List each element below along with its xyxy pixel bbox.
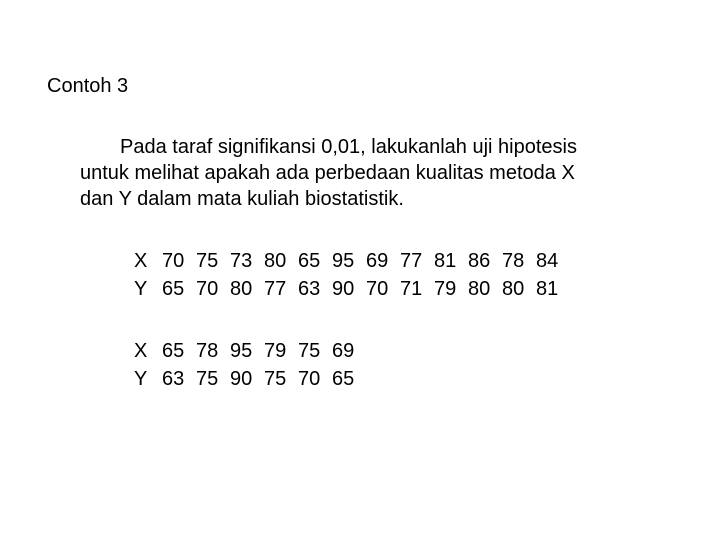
table2-x-value: 78 (196, 340, 219, 362)
table1-x-value: 77 (400, 250, 423, 272)
table1-x-label: X (134, 250, 148, 272)
table1-x-value: 73 (230, 250, 253, 272)
table1-y-value: 65 (162, 278, 185, 300)
table1-y-value: 70 (366, 278, 389, 300)
table1-y-value: 71 (400, 278, 423, 300)
table1-y-value: 77 (264, 278, 287, 300)
table2-x-value: 95 (230, 340, 253, 362)
table1-x-value: 75 (196, 250, 219, 272)
table1-x-value: 95 (332, 250, 355, 272)
table1-x-value: 65 (298, 250, 321, 272)
table1-x-row (134, 247, 570, 275)
table2-y-value: 65 (332, 368, 355, 390)
problem-line-1: Pada taraf signifikansi 0,01, lakukanlah uji hipotesis (120, 136, 577, 158)
problem-line-2: untuk melihat apakah ada perbedaan kualitas metoda X (80, 162, 575, 184)
slide-heading: Contoh 3 (47, 75, 129, 97)
table2-y-value: 90 (230, 368, 253, 390)
problem-statement (80, 134, 690, 212)
table1-x-value: 70 (162, 250, 185, 272)
table1-y-value: 79 (434, 278, 457, 300)
table2-y-value: 75 (196, 368, 219, 390)
table1-x-value: 81 (434, 250, 457, 272)
table2-x-value: 79 (264, 340, 287, 362)
table1-y-row (134, 275, 570, 303)
table1-y-value: 80 (502, 278, 525, 300)
table1-x-value: 80 (264, 250, 287, 272)
table2-x-value: 75 (298, 340, 321, 362)
data-table-2 (134, 337, 366, 393)
table1-y-value: 80 (230, 278, 253, 300)
data-table-1 (134, 247, 570, 303)
table1-y-value: 70 (196, 278, 219, 300)
problem-line-3: dan Y dalam mata kuliah biostatistik. (80, 188, 404, 210)
table2-x-value: 65 (162, 340, 185, 362)
table2-y-label: Y (134, 368, 148, 390)
table1-x-value: 86 (468, 250, 491, 272)
table1-y-value: 80 (468, 278, 491, 300)
table2-x-label: X (134, 340, 148, 362)
table1-y-value: 90 (332, 278, 355, 300)
table2-y-value: 63 (162, 368, 185, 390)
table2-y-row (134, 365, 366, 393)
table2-x-value: 69 (332, 340, 355, 362)
table1-y-value: 63 (298, 278, 321, 300)
table1-y-value: 81 (536, 278, 559, 300)
table1-x-value: 69 (366, 250, 389, 272)
table2-x-row (134, 337, 366, 365)
table1-y-label: Y (134, 278, 148, 300)
table1-x-value: 84 (536, 250, 559, 272)
table2-y-value: 75 (264, 368, 287, 390)
table1-x-value: 78 (502, 250, 525, 272)
table2-y-value: 70 (298, 368, 321, 390)
